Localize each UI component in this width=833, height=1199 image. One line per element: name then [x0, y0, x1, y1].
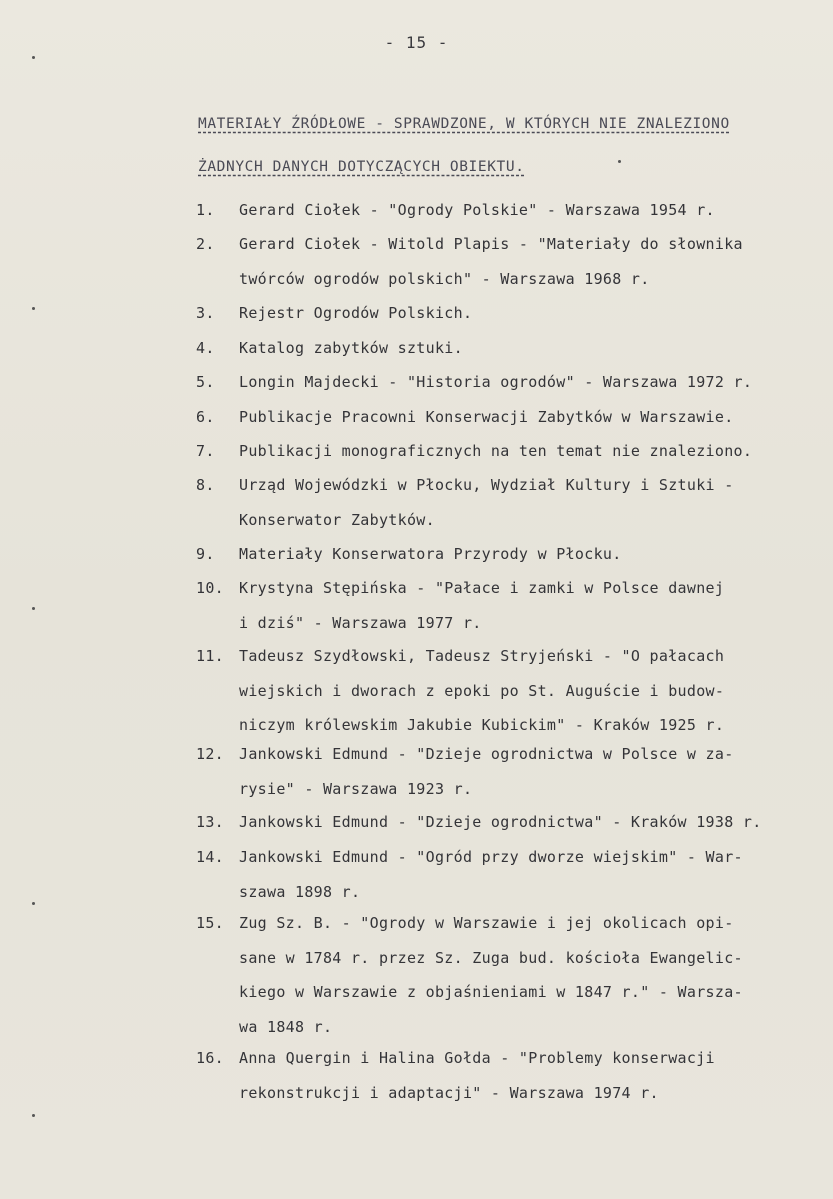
- list-item: [196, 571, 816, 640]
- item-number: 1.: [196, 201, 215, 219]
- item-text-line: Anna Quergin i Halina Gołda - "Problemy konserwacji: [239, 1049, 715, 1067]
- item-text-line: szawa 1898 r.: [239, 882, 361, 901]
- item-number: 4.: [196, 339, 215, 357]
- item-text-line: Gerard Ciołek - "Ogrody Polskie" - Warszawa 1954 r.: [239, 201, 715, 219]
- scan-speck: [32, 607, 35, 610]
- item-number: 2.: [196, 235, 215, 253]
- list-item: [196, 906, 816, 1044]
- item-text-line: Zug Sz. B. - "Ogrody w Warszawie i jej okolicach opi-: [239, 914, 734, 932]
- list-item: [196, 331, 816, 366]
- item-text-line: Urząd Wojewódzki w Płocku, Wydział Kultury i Sztuki -: [239, 476, 734, 494]
- list-item: [196, 227, 816, 296]
- item-text-line: wa 1848 r.: [239, 1017, 333, 1036]
- item-text-line: Katalog zabytków sztuki.: [239, 339, 463, 357]
- list-item: [196, 296, 816, 331]
- list-item: [196, 1041, 816, 1110]
- item-text-line: Publikacje Pracowni Konserwacji Zabytków w Warszawie.: [239, 408, 734, 426]
- item-text-line: Publikacji monograficznych na ten temat nie znaleziono.: [239, 442, 753, 460]
- item-text-line: Tadeusz Szydłowski, Tadeusz Stryjeński - "O pałacach: [239, 647, 725, 665]
- item-text-line: rekonstrukcji i adaptacji" - Warszawa 1974 r.: [239, 1083, 659, 1102]
- item-number: 12.: [196, 745, 224, 763]
- item-number: 13.: [196, 813, 224, 831]
- item-number: 7.: [196, 442, 215, 460]
- item-text-line: Jankowski Edmund - "Dzieje ogrodnictwa" - Kraków 1938 r.: [239, 813, 762, 831]
- scan-speck: [32, 307, 35, 310]
- list-item: [196, 840, 816, 909]
- item-text-line: kiego w Warszawie z objaśnieniami w 1847 r." - Warsza-: [239, 983, 743, 1001]
- item-text-line: rysie" - Warszawa 1923 r.: [239, 779, 473, 798]
- section-heading-line-2: ŻADNYCH DANYCH DOTYCZĄCYCH OBIEKTU.: [198, 159, 525, 175]
- item-text-line: Rejestr Ogrodów Polskich.: [239, 304, 473, 322]
- item-text-line: Gerard Ciołek - Witold Plapis - "Materiały do słownika: [239, 235, 743, 253]
- list-item: [196, 365, 816, 400]
- item-number: 11.: [196, 647, 224, 665]
- item-text-line: i dziś" - Warszawa 1977 r.: [239, 613, 482, 632]
- item-number: 3.: [196, 304, 215, 322]
- list-item: [196, 468, 816, 537]
- item-text-line: Materiały Konserwatora Przyrody w Płocku.: [239, 545, 622, 563]
- list-item: [196, 400, 816, 435]
- item-text-line: Konserwator Zabytków.: [239, 510, 435, 529]
- list-item: [196, 639, 816, 743]
- item-text-line: Jankowski Edmund - "Dzieje ogrodnictwa w Polsce w za-: [239, 745, 734, 763]
- item-text-line: sane w 1784 r. przez Sz. Zuga bud. kościoła Ewangelic-: [239, 948, 743, 967]
- item-text-line: twórców ogrodów polskich" - Warszawa 1968 r.: [239, 269, 650, 288]
- item-text-line: Jankowski Edmund - "Ogród przy dworze wiejskim" - War-: [239, 848, 743, 866]
- item-number: 6.: [196, 408, 215, 426]
- list-item: [196, 193, 816, 228]
- item-number: 8.: [196, 476, 215, 494]
- item-number: 5.: [196, 373, 215, 391]
- item-number: 16.: [196, 1049, 224, 1067]
- scan-speck: [32, 902, 35, 905]
- item-text-line: Longin Majdecki - "Historia ogrodów" - Warszawa 1972 r.: [239, 373, 753, 391]
- item-number: 14.: [196, 848, 224, 866]
- scan-speck: [32, 1114, 35, 1117]
- list-item: [196, 537, 816, 572]
- item-text-line: niczym królewskim Jakubie Kubickim" - Kraków 1925 r.: [239, 716, 725, 734]
- scan-speck: [32, 56, 35, 59]
- item-number: 15.: [196, 914, 224, 932]
- list-item: [196, 737, 816, 806]
- list-item: [196, 805, 816, 840]
- item-text-line: wiejskich i dworach z epoki po St. Auguście i budow-: [239, 681, 725, 700]
- section-heading-line-1: MATERIAŁY ŹRÓDŁOWE - SPRAWDZONE, W KTÓRYCH NIE ZNALEZIONO: [198, 116, 730, 132]
- list-item: [196, 434, 816, 469]
- item-text-line: Krystyna Stępińska - "Pałace i zamki w Polsce dawnej: [239, 579, 725, 597]
- page-number: - 15 -: [384, 33, 449, 52]
- scan-speck: [618, 160, 621, 163]
- item-number: 9.: [196, 545, 215, 563]
- item-number: 10.: [196, 579, 224, 597]
